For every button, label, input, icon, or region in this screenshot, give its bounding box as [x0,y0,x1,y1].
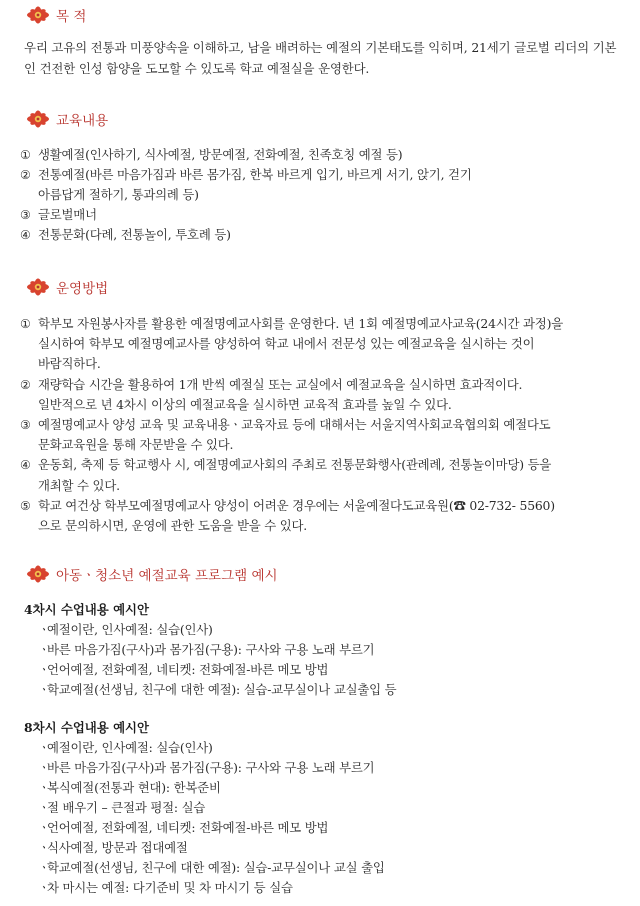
flower-ornament-icon [24,5,52,25]
section-heading-purpose [24,4,86,26]
section-heading-examples [24,563,278,585]
list-item: ㆍ복식예절(전통과 현대): 한복준비 [38,780,221,795]
list-item: ㆍ바른 마음가짐(구사)과 몸가짐(구용): 구사와 구용 노래 부르기 [38,642,375,657]
section-title: 운영방법 [56,281,109,297]
plan4-list [38,620,396,700]
section-heading-methods [24,276,108,298]
section-heading-content [24,108,108,130]
plan4-title: 4차시 수업내용 예시안 [24,602,149,617]
list-item: ③ 예절명예교사 양성 교육 및 교육내용ㆍ교육자료 등에 대해서는 서울지역사회교육협의회 예절다도 문화교육원을 통해 자문받을 수 있다. [20,417,551,453]
methods-list [20,314,620,536]
plan8-list [38,738,385,898]
list-item: ㆍ언어예절, 전화예절, 네티켓: 전화예절-바른 메모 방법 [38,820,329,835]
flower-ornament-icon [24,109,52,129]
flower-ornament-icon [24,564,52,584]
list-item: ㆍ언어예절, 전화예절, 네티켓: 전화예절-바른 메모 방법 [38,662,329,677]
list-item: ㆍ예절이란, 인사예절: 실습(인사) [38,622,213,637]
content-list [20,145,620,245]
list-item: ㆍ절 배우기 – 큰절과 평절: 실습 [38,800,206,815]
list-item: ④ 운동회, 축제 등 학교행사 시, 예절명예교사회의 주최로 전통문화행사(관례례, 전통놀이마당) 등을 개최할 수 있다. [20,457,552,493]
list-item: ⑤ 학교 여건상 학부모예절명예교사 양성이 어려운 경우에는 서울예절다도교육원(☎ 02-732- 5560) 으로 문의하시면, 운영에 관한 도움을 받을 수 있다. [20,497,555,534]
list-item: ④ 전통문화(다례, 전통놀이, 투호례 등) [20,227,231,242]
plan8-title: 8차시 수업내용 예시안 [24,720,149,735]
section-title: 목 적 [56,9,87,25]
list-item: ② 재량학습 시간을 활용하여 1개 반씩 예절실 또는 교실에서 예절교육을 실시하면 효과적이다. 일반적으로 년 4차시 이상의 예절교육을 실시하면 교육적 효과를 높일 수 있다. [20,376,523,412]
list-item: ② 전통예절(바른 마음가짐과 바른 몸가짐, 한복 바르게 입기, 바르게 서기, 앉기, 걷기 아름답게 절하기, 통과의례 등) [20,167,472,202]
list-item: ㆍ학교예절(선생님, 친구에 대한 예절): 실습-교무실이나 교실 출입 [38,860,385,875]
list-item: ㆍ식사예절, 방문과 접대예절 [38,840,188,855]
flower-ornament-icon [24,277,52,297]
list-item: ㆍ차 마시는 예절: 다기준비 및 차 마시기 등 실습 [38,880,293,895]
list-item: ㆍ예절이란, 인사예절: 실습(인사) [38,740,213,755]
section-title: 교육내용 [56,113,109,129]
list-item: ① 학부모 자원봉사자를 활용한 예절명예교사회를 운영한다. 년 1회 예절명예교사교육(24시간 과정)을 실시하여 학부모 예절명예교사를 양성하여 학교 내에서 전문성 있는 예절교육을 실시하는 것이 바람직하다. [20,316,563,372]
purpose-paragraph: 우리 고유의 전통과 미풍양속을 이해하고, 남을 배려하는 예절의 기본태도를 익히며, 21세기 글로벌 리더의 기본인 건전한 인성 함양을 도모할 수 있도록 학교 예절실을 운영한다. [24,40,617,76]
section-title: 아동ㆍ청소년 예절교육 프로그램 예시 [56,568,278,584]
list-item: ① 생활예절(인사하기, 식사예절, 방문예절, 전화예절, 친족호칭 예절 등) [20,147,403,162]
list-item: ㆍ학교예절(선생님, 친구에 대한 예절): 실습-교무실이나 교실출입 등 [38,682,397,697]
list-item: ㆍ바른 마음가짐(구사)과 몸가짐(구용): 구사와 구용 노래 부르기 [38,760,375,775]
list-item: ③ 글로벌매너 [20,207,97,222]
